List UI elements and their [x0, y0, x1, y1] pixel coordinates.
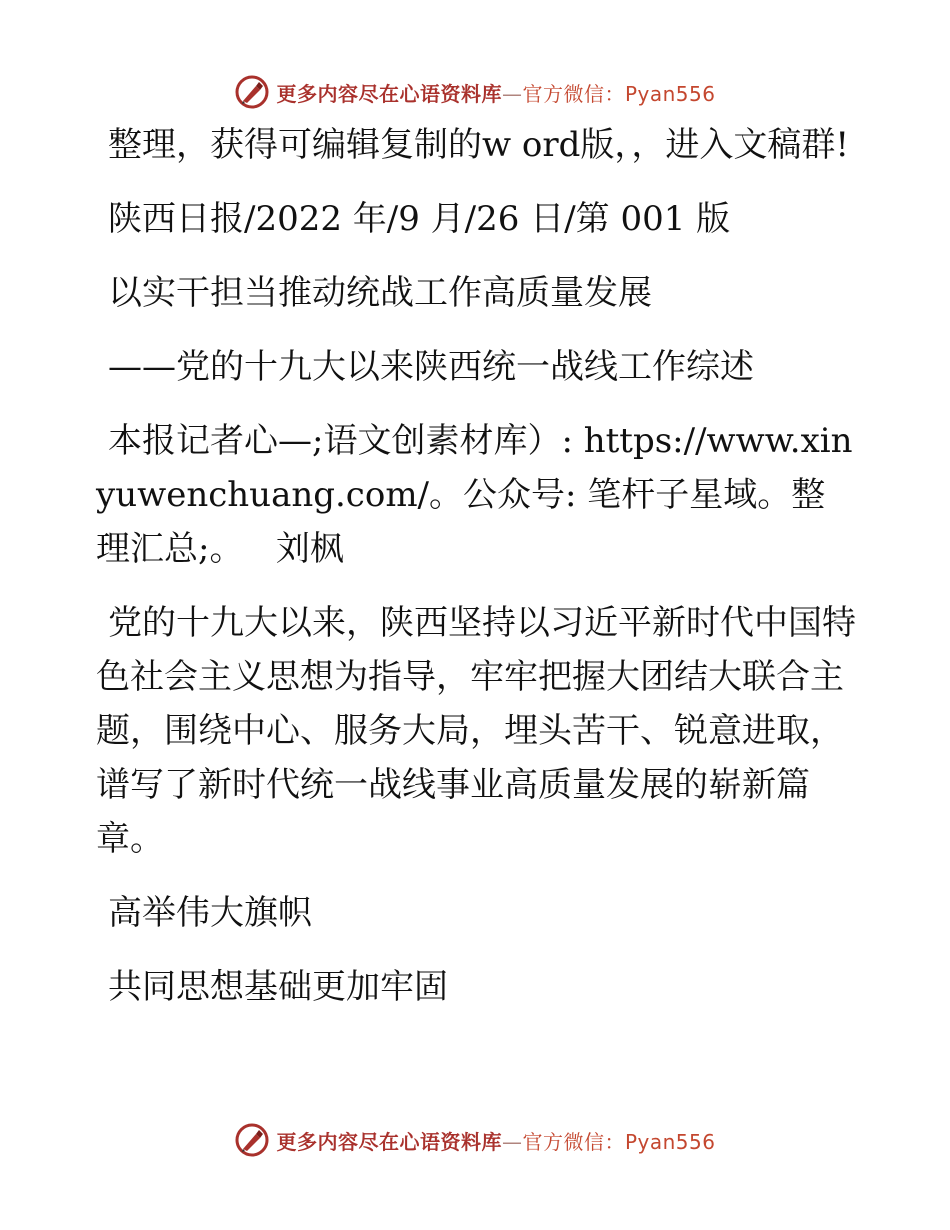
source-line: 陕西日报/2022 年/9 月/26 日/第 001 版 — [108, 199, 731, 239]
header-watermark-banner — [0, 70, 950, 114]
watermark-text: 更多内容尽在心语资料库—官方微信：Pyan556 — [276, 1129, 716, 1154]
section-subheading: 共同思想基础更加牢固 — [108, 967, 448, 1007]
section-heading: 高举伟大旗帜 — [108, 893, 312, 933]
watermark-text: 更多内容尽在心语资料库—官方微信：Pyan556 — [276, 81, 716, 106]
article-title: 以实干担当推动统战工作高质量发展 — [108, 273, 652, 313]
lead-paragraph: 党的十九大以来，陕西坚持以习近平新时代中国特色社会主义思想为指导，牢牢把握大团结大联合主题，围绕中心、服务大局，埋头苦干、锐意进取，谱写了新时代统一战线事业高质量发展的崭新篇章。 — [96, 603, 856, 859]
footer-watermark-banner — [0, 1118, 950, 1162]
byline: 本报记者心—;语文创素材库）: https://www.xinyuwenchuang.com/。公众号: 笔杆子星域。整理汇总;。 刘枫 — [96, 421, 853, 569]
article-subtitle: ——党的十九大以来陕西统一战线工作综述 — [108, 347, 754, 387]
pen-logo-icon — [234, 1122, 270, 1158]
pen-logo-icon — [234, 74, 270, 110]
intro-line: 整理，获得可编辑复制的w ord版，，进入文稿群! — [108, 125, 850, 165]
document-body — [96, 118, 856, 1034]
